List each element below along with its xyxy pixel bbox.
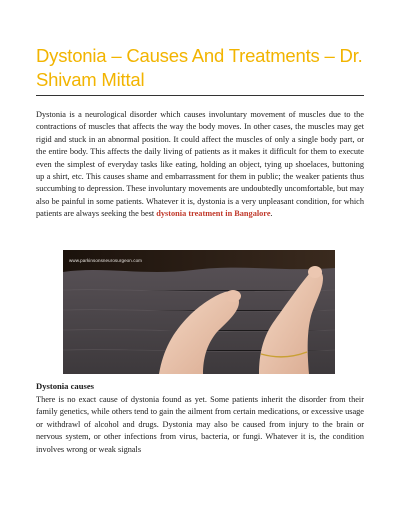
feet-illustration: [63, 250, 335, 374]
intro-text: Dystonia is a neurological disorder which causes involuntary movement of muscles due to the contractions of muscles that affects the way the body moves. In other cases, the muscles may get rigid and stuck in an abnormal position. It could affect the muscles of only a single body part, or the entire body. This affects the daily living of patients as it makes it difficult for them to execute even the simplest of everyday tasks like eating, holding an object, tying up shoelaces, buttoning up a shirt, etc. This causes shame and embarrassment for them in public; the weaker patients thus succumbing to depression. These involuntary movements are undoubtedly uncomfortable, but may also be painful in some patients. Whatever it is, dystonia is a very unpleasant condition, for which patients are always seeking the best: [36, 110, 364, 219]
section-paragraph: There is no exact cause of dystonia found as yet. Some patients inherit the disorder from their family genetics, while others tend to gain the ailment from certain medications, or excessive usage or withdrawl of alcohol and drugs. Dystonia may also be caused from injury to the brain or nervous system, or other infections from virus, bacteria, or fungi. Whatever it is, the condition involves wrong or weak signals: [36, 395, 364, 454]
page-title: Dystonia – Causes And Treatments – Dr. Shivam Mittal: [36, 45, 363, 90]
feet-photo: [63, 250, 335, 374]
intro-paragraph: [36, 109, 364, 221]
intro-end: .: [270, 209, 273, 219]
treatment-link[interactable]: dystonia treatment in Bangalore: [156, 209, 271, 219]
title-divider: [36, 95, 364, 96]
section-heading: Dystonia causes: [36, 381, 95, 391]
image-watermark: www.parkinsonsneurosurgeon.com: [69, 258, 143, 263]
